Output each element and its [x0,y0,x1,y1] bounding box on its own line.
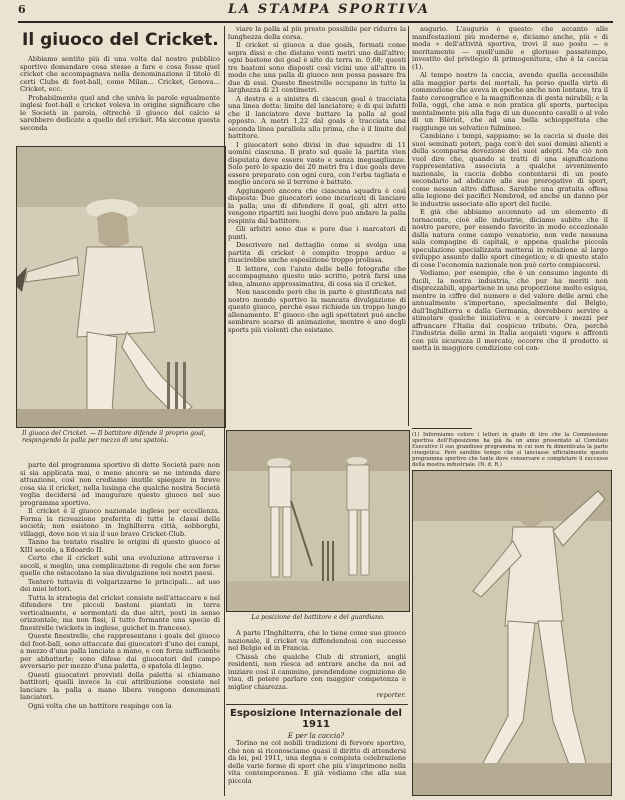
paragraph: A parte l'Inghilterra, che lo tiene come suo giuoco nazionale, il cricket va diffondendosi con successo nel Belgio ed in Francia. [228,630,406,652]
caption-photo-2: La posizione del battitore e del guardiano. [251,614,385,621]
paragraph: Vediamo, per esempio, che è un consumo ingente di fucili, la nostra industria, che pur ha meriti non disprezzabili, appartiene in una proporzione molto esigua, mentre in ciffre del numero e del valore delle armi che annualmente s'importano, specialmente dal Belgio, dall'Inghilterra e dalla Germania, dovrebbero servire a stimolare qualche iniziativa e a cercare i mezzi per affrancare l'Italia dal cospicuo tributo. Ora, perchè l'industria delle armi in Italia acquisti vigore e affronti con più sicurezza il mercato, occorre che il prodotto si metta in maggiore condizione col con- [412,269,608,352]
signature: reporter. [376,691,406,699]
paragraph: Il cricket si giuoca a due goals, formati come sopra dissi e che distano venti metri uno dall'altro; ogni bastone dei goal è alto da terra m. 0,68; questi tre bastoni sono disposti così vicini uno all'altro in modo che una palla di giuoco non possa passare fra due di essi. Queste finestrelle occupano in tutto la larghezza di 21 centimetri. [228,41,406,94]
paragraph: I giuocatori sono divisi in due squadre di 11 uomini ciascuna. Il prato sul quale la partita vien disputata deve essere vasto e senza ineguaglianze. Solo però lo spazio dei 20 metri fra i due goals deve essere preparato con ogni cura, con l'erba tagliata e meglio ancora se il terreno è battuto. [228,140,406,186]
paragraph: Probabilmente quel and che univa le parole egualmente inglesi foot-ball e cricket voleva in origine significare che le Società in parola, oltrechè il giuoco del calcio si sarebbero dedicate a quello del cricket. Ma siccome questa seconda [20,93,220,132]
column-1-bottom [20,462,220,798]
article-title: Il giuoco del Cricket. [22,30,219,50]
column-rule [408,26,409,426]
page-number: 6 [18,3,26,16]
paragraph: Questi giuocatori provvisti della paletta si chiamano battitori; quelli invece la cui attribuzione consiste nel lanciare la palla a mano libera vengono denominati lanciatori. [20,670,220,701]
paragraph: Abbiamo sentito più di una volta dal nostro pubblico sportivo domandare cosa stesse a fare e cosa fosse quel cricket che accompagnava nella denominazione il titolo di certi Clubs di foot-ball, come Milan... Cricket, Genova... Cricket, ecc. [20,56,220,93]
footnote-rule [412,428,472,429]
paragraph: viare la palla al più presto possibile per ridurre la lunghezza della corsa. [228,26,406,41]
paragraph: A destra e a sinistra di ciascun goal è tracciata una linea detta: limite del lanciatore; è di qui infatti che il lanciatore deve buttare la palla al goal opposto. A metri 1,22 dal goals è tracciata una seconda linea parallela alla prima, che è il limite del battitore. [228,94,406,140]
section-2-text [228,740,406,798]
paragraph: Ogni volta che un battitore respinge con la [28,701,172,710]
paragraph: Tanno ha tentato risalire le origini di questo giuoco al XIII secolo, a Edoardo II. [20,538,220,554]
photo-bowler [412,470,612,796]
paragraph: Il lettore, con l'aiuto delle belle fotografie che accompagnano questo mio scritto, potrà farsi una idea, almeno approssimativa, di cosa sia il cricket. [228,264,406,288]
paragraph: Gli arbitri sono due e pure due i marcatori di punti. [228,225,406,241]
paragraph: Tutta la strategia del cricket consiste nell'attaccare e nel difendere tre piccoli bastoni piantati in terra verticalmente, e sormontati da due altri, posti in senso orizzontale, ma non fissi, il tutto formante una specie di finestrelle (wickets in inglese, guichet in francese). [20,593,220,632]
paragraph: Non nascondo però che in parte è giustificata nel nostro mondo sportivo la mancata divulgazione di questo giuoco, perchè esso richiede un troppo lungo allenamento. E' giuoco che agli spettatori può anche sembrare scarso di animazione, mentre è uno degli sports più violenti che esistano. [228,288,406,334]
section-subtitle: E per la caccia? [287,732,345,740]
paragraph: Tenterò tuttavia di volgarizzarne le principali... ad uso dei miei lettori. [20,577,220,593]
masthead: LA STAMPA SPORTIVA [228,2,431,17]
photo-batsman [16,146,226,428]
section-heading [226,708,406,740]
paragraph: Descrivere nel dettaglio come si svolga una partita di cricket è compito troppo arduo e riuscirebbe anche esposizione troppo prolissa. [228,241,406,264]
column-3 [412,26,608,426]
photo-batsman-keeper [226,430,410,612]
paragraph: Il cricket è il giuoco nazionale inglese per eccellenza. Forma la ricreazione preferita di tutte le classi della società; non esistono in Inghilterra città, sobborghi, villaggi, dove non vi sia il suo bravo Cricket-Club. [20,507,220,538]
paragraph: Certo che il cricket subì una evoluzione attraverso i secoli, e meglio, una complicazione di regole che son forse quelle che ostacolano la sua divulgazione nei nostri paesi. [20,554,220,577]
column-rule [224,26,225,796]
section-rule [226,704,408,705]
paragraph: Aggiungerò ancora che ciascuna squadra è così disposta: Due giuocatori sono incaricati di lanciare la palla; uno di difendere il goal, gli altri otto vengono ripartiti nei luoghi dove può andare la palla respinta dal battitore. [228,186,406,225]
paragraph: Cambiano i tempi, sappiamo: se la caccia si duole dei suoi seminati poteri, paga con'è dei suoi domini alienti e della scomparsa devozione dei suoi adepti. Ma ciò non vuol dire che, quando si tratti di una significazione rappresentativa associata a qualche avvenimento nazionale, la caccia debba contentarsi di un posto secondario ad abdicare alle sue prerogative di sport, come nessun altro diffuso. Sarebbe una gratuita offesa alla legione dei pacifici Nembrod, ed anche un danno per le industrie associate allo sport del fucile. [412,132,608,208]
caption-photo-1: Il giuoco del Cricket. — Il battitore difende il proprio goal, respingendo la palla per mezzo di una spatola. [22,430,206,444]
paragraph: Queste finestrelle, che rappresentano i goals del giuoco del foot-ball, sono attaccate dai giuocatori d'uno dei campi, a mezzo d'una palla lanciata a mano, e con forza sufficiente per abbatterle; sono difese dai giuocatori del campo avversario per mezzo d'una paletta, o spatola di legno. [20,632,220,670]
paragraph: E già che abbiamo accennato ad un elemento di tornaconto, cioè alle industrie, diciamo subito che il nostro parere, per essendo favorito in modo eccezionale dalla natura come campo venatorio, non vede nessuna sala compagine di capitali, e appena qualche piccola speculazione specializzata metterai in relazione al largo sviluppo assunto dallo sport cinegetico; e di questo stato di cose l'economia nazionale non può certo compiacersi. [412,208,608,269]
paragraph: augurio. L'augurio è questo: che accanto alle manifestazioni più moderne e, diciamo anche, più « di moda » dell'attività sportiva, trovi il suo posto — e meritamente — quell'umile e glorioso passatempo, investito del privilegio di primogenitura, che è la caccia (1). [412,26,608,71]
paragraph: parte del programma sportivo di dette Società pare non si sia applicata mai, o meno ancora se ne intenda dare attuazione, così non crediamo inutile spiegare in breve cosa sia il cricket, nella lusinga che qualche nostra Società voglia decidersi ad inaugurare questo giuoco nel suo programma sportivo. [20,462,220,507]
paragraph: Chissà che qualche Club di stranieri, anglii residenti, non riesca ad entrare anche da noi ad iniziare così il cammino, prendendone cognizione de visu, di potere parlare con maggior competenza e miglior chiarezza. [228,652,406,691]
column-2-bottom [228,630,406,700]
section-title: Esposizione Internazionale del 1911 [230,708,402,730]
paragraph: Al tempo nostro la caccia, avendo quella accessibile alla maggior parte dei mortali, ha perso quella virtù di commozione che aveva in epoche anche non lontane, tra il fasto coreografico e la magnificenza di gesta mirabili; e la folla, oggi, che ama e non pratica gli sports, partecipa mentalmente più alla fuga di un duecento cavalli o al volo di un Blériot, che ad una bella schioppettata che raggiunge un selvatico fulmineo. [412,71,608,132]
column-2-top [228,26,406,426]
paragraph: Torino ne col nobili tradizioni di fervore sportivo, che non si riconosciamo quasi il diritto di attendersi da lei, pel 1911, una degna e compiuta celebrazione delle varie forme di sport che più s'imprimono nella vita contemporanea. E già vediamo che alla sua piccola [228,740,406,785]
page-header [18,3,613,23]
footnote: (1) Informiamo coloro i lettori in giudo di tiro che la Commissione sportiva dell'Esposizione ha già da un anno presentato al Comitato Esecutivo il suo grandioso programma in cui non fu dimenticata la parte cinegetica. Però sarebbe tempo che si lanciasse ufficialmente questo programma sportivo che tante dove conservare e completare il successo della mostra industriale. (N. d. R.) [412,432,608,468]
column-1-top [20,56,220,138]
